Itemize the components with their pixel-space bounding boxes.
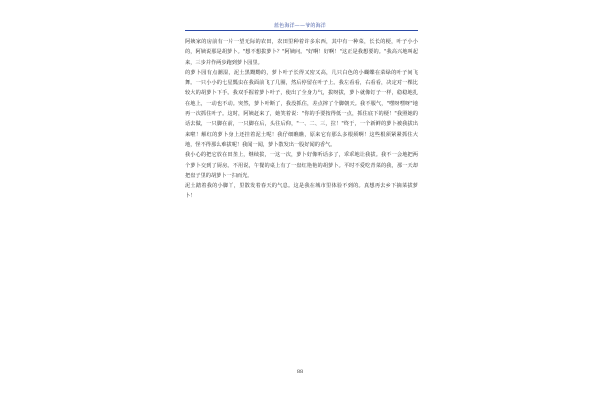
- paragraph: 的萝卜园有点潮湿，泥土黑黝黝的，萝卜叶子长得又密又高，几只白色的小蝴蝶在菜绿的叶子间飞舞。一只小小的七星瓢虫在我面前飞了几圈，然后停留在叶子上。我左看看，右看看，决定对一棵比较大的胡萝卜下手。我双手握着萝卜叶子，使出了全身力气，拔呀拔，萝卜就像钉子一样，稳稳地扎在地上，一动也不动。突然，萝卜叶断了，我没抓住，差点摔了个脚朝天。我不服气，"嘿呀嘿呀"地再一次抓住叶子。这时，阿姨赶来了，她笑着说："你的手要按得低一点，抓住底下的梗！"我照她的话去做，一只脚在前，一只脚在后，头往后仰，"一、二、三，拉！"终于，一个新鲜的萝卜被我拔出来啦！解红的萝卜身上还挂着泥土呢！我仔细瞧瞧，原来它有那么多根须啊！这些根须紧紧抓住大地，怪不得那么难拔呢！我闻一闻，萝卜散发出一股好闻的香气。: [185, 69, 418, 148]
- paragraph: 泥土踏着我的小脚丫，里散发着春天的气息。这是我在城市里体验不到的。真想再去乡下摘菜拔萝卜！: [185, 183, 418, 200]
- paragraph: 阿姨家的房前有一片一望无际的农田，农田里种着许多东西，其中有一种菜，长长的梗，叶子小小的，阿姨说那是胡萝卜。"想不想拔萝卜？"阿姨问。"好啊！好啊！"这正是我想要的。"我高兴地叫起来，三步并作两步跑到萝卜园里。: [185, 39, 418, 66]
- essay-body: [185, 37, 418, 202]
- paragraph: 我小心的把它放在田垄上，继续拔，一这一次，萝卜好像听话多了，乖乖地让我拔。我不一会地把两个萝卜交到了厨房。不用说，午餐的桌上有了一盘红艳艳的胡萝卜。平时不爱吃青菜的我，那一天却把盘子里的胡萝卜一扫而光。: [185, 152, 418, 179]
- header-divider: [185, 30, 418, 31]
- page-header-title: 蓝色海洋——爷的海洋: [273, 23, 326, 29]
- page-number: 88: [296, 369, 304, 375]
